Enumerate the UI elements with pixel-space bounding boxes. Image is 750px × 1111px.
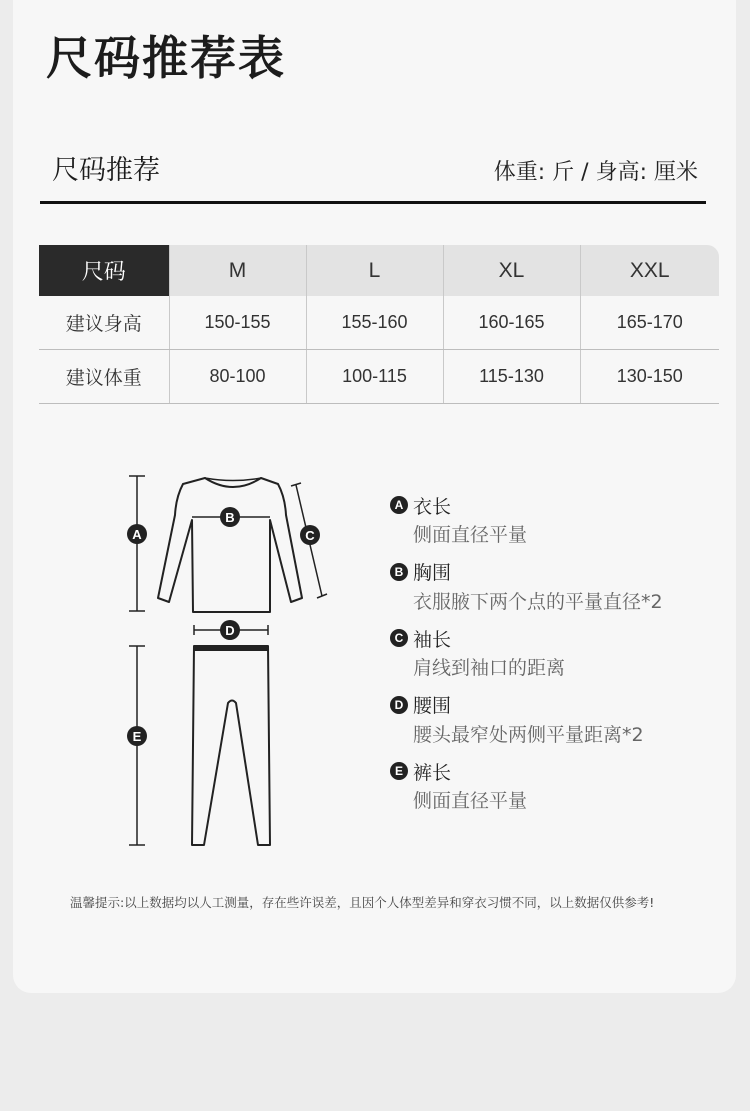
badge-e-icon: E [390,762,408,780]
table-cell: 80-100 [169,350,306,404]
legend-name: 衣长 [413,495,452,518]
legend-name: 胸围 [413,562,452,584]
legend-name: 腰围 [413,695,452,717]
legend-desc: 腰头最窄处两侧平量距离*2 [413,723,644,746]
legend-item-a [390,492,663,559]
table-cell: 130-150 [580,350,719,404]
unit-note: 体重: 斤 / 身高: 厘米 [493,160,698,185]
table-corner-label: 尺码 [39,245,169,296]
table-row-weight [39,350,719,404]
legend-name: 袖长 [413,628,452,651]
table-cell: 165-170 [580,296,719,350]
legend-item-e [390,758,663,825]
badge-a-icon: A [390,496,408,514]
shirt-collar [205,478,261,481]
badge-b-icon: B [390,563,408,581]
legend-desc: 肩线到袖口的距离 [413,657,566,679]
size-header-xxl: XXL [580,245,719,296]
marker-e-label: E [132,729,142,744]
row-label-height: 建议身高 [39,296,169,350]
table-cell: 155-160 [306,296,443,350]
table-cell: 115-130 [443,350,580,404]
size-header-xl: XL [443,245,580,296]
measurement-legend [390,492,663,825]
table-row-height [39,296,719,350]
legend-desc: 侧面直径平量 [413,524,528,546]
legend-desc: 侧面直径平量 [413,790,528,812]
legend-item-c [390,625,663,692]
legend-item-d [390,692,663,759]
size-table [39,245,719,404]
size-header-row [39,245,719,296]
disclaimer-note: 温馨提示:以上数据均以人工测量，存在些许误差，且因个人体型差异和穿衣习惯不同，以上数据仅供参考! [70,895,655,910]
table-cell: 160-165 [443,296,580,350]
pants-outline [192,646,270,845]
page-title: 尺码推荐表 [46,31,286,85]
legend-name: 裤长 [413,761,452,784]
table-cell: 150-155 [169,296,306,350]
shirt-outline [158,478,302,612]
marker-a-label: A [132,527,142,542]
size-header-m: M [169,245,306,296]
table-cell: 100-115 [306,350,443,404]
title-divider [40,201,706,204]
row-label-weight: 建议体重 [39,350,169,404]
marker-d-label: D [225,623,235,638]
pants-waistband [194,646,268,651]
legend-item-b [390,559,663,626]
badge-d-icon: D [390,696,408,714]
size-header-l: L [306,245,443,296]
marker-b-label: B [225,510,235,525]
section-title: 尺码推荐 [52,155,160,186]
marker-c-label: C [305,528,315,543]
badge-c-icon: C [390,629,408,647]
legend-desc: 衣服腋下两个点的平量直径*2 [413,590,663,613]
garment-measurement-diagram [120,460,340,860]
